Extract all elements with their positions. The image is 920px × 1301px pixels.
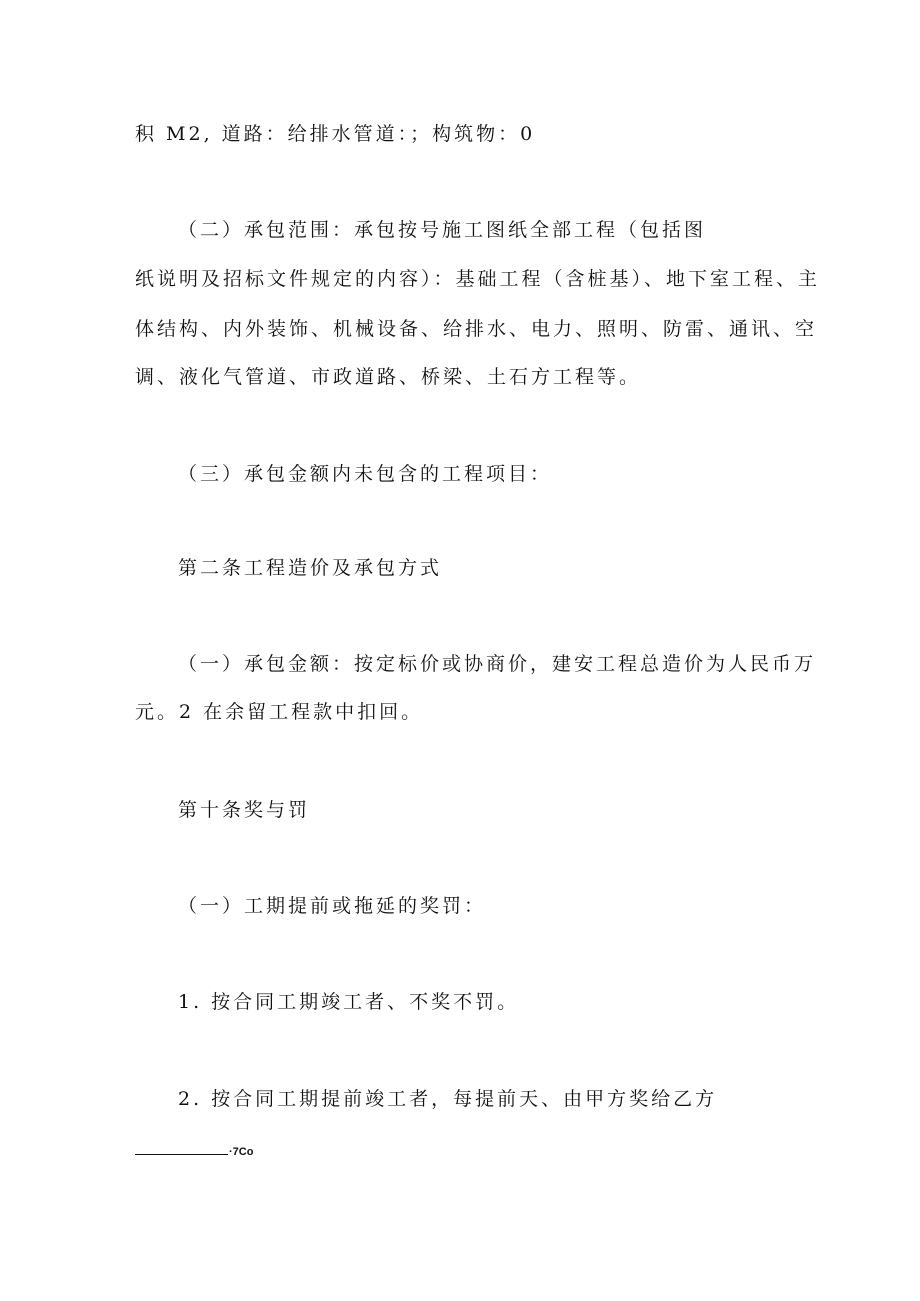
text-line-contract-amount: （一）承包金额：按定标价或协商价，建安工程总造价为人民币万: [178, 653, 817, 675]
section-heading-article-2: 第二条工程造价及承包方式: [178, 557, 443, 579]
text-line-scope-body-1: 纸说明及招标文件规定的内容）：基础工程（含桩基）、地下室工程、主: [135, 268, 821, 290]
footer-text: ·7Co: [229, 1146, 254, 1158]
list-item-1: 1. 按合同工期竣工者、不奖不罚。: [178, 991, 520, 1013]
text-line-reward-penalty: （一）工期提前或拖延的奖罚：: [178, 895, 487, 917]
list-item-2: 2. 按合同工期提前竣工者，每提前天、由甲方奖给乙方: [178, 1088, 718, 1110]
section-heading-article-10: 第十条奖与罚: [178, 799, 311, 821]
footer-rule: [135, 1154, 228, 1155]
text-line-area-roads: 积 M2, 道路：给排水管道：；构筑物：0: [135, 123, 536, 145]
text-line-excluded-items: （三）承包金额内未包含的工程项目：: [178, 463, 553, 485]
text-line-contract-amount-cont: 元。2 在余留工程款中扣回。: [135, 701, 424, 723]
text-line-scope-body-2: 体结构、内外装饰、机械设备、给排水、电力、照明、防雷、通讯、空: [135, 318, 818, 340]
text-line-scope-heading: （二）承包范围：承包按号施工图纸全部工程（包括图: [178, 219, 707, 241]
text-line-scope-body-3: 调、液化气管道、市政道路、桥梁、土石方工程等。: [135, 366, 642, 388]
